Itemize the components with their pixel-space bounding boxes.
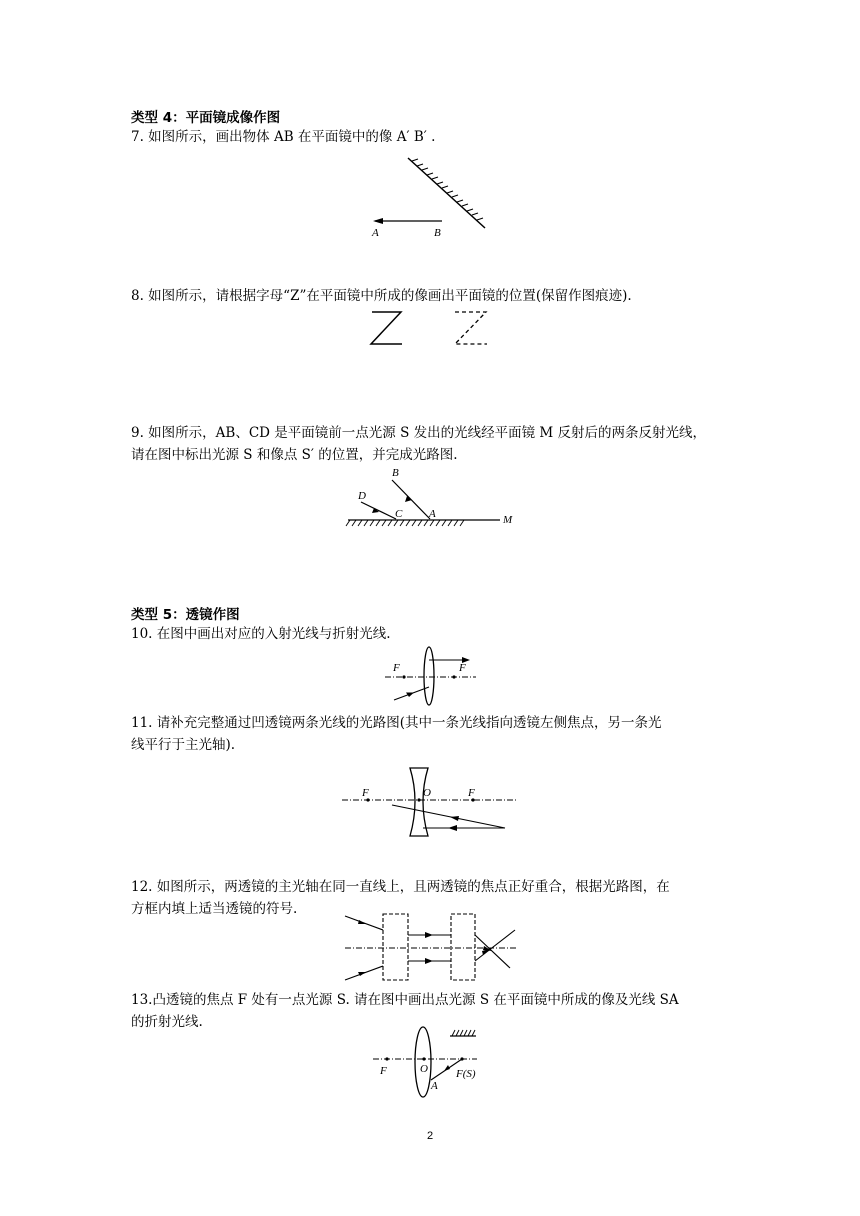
- incident-ray: [394, 687, 429, 700]
- label-f: F: [380, 1065, 387, 1077]
- label-o: O: [423, 787, 431, 799]
- plane-mirror: [450, 1030, 476, 1036]
- concave-lens: [410, 768, 428, 836]
- label-f-right: F: [459, 662, 466, 674]
- lens-box-right: [451, 914, 475, 980]
- question-13-line-2: 的折射光线.: [131, 1014, 203, 1030]
- question-12-line-1: 12. 如图所示，两透镜的主光轴在同一直线上，且两透镜的焦点正好重合，根据光路图，在: [131, 879, 670, 895]
- question-9-line-1: 9. 如图所示，AB、CD 是平面镜前一点光源 S 发出的光线经平面镜 M 反射后的两条反射光线，: [131, 425, 707, 441]
- question-10-figure: [380, 645, 480, 707]
- label-f-right: F: [468, 787, 475, 799]
- question-10-text: 10. 在图中画出对应的入射光线与折射光线.: [131, 626, 391, 642]
- question-11-line-1: 11. 请补充完整通过凹透镜两条光线的光路图(其中一条光线指向透镜左侧焦点，另一条光: [131, 715, 662, 731]
- question-11-line-2: 线平行于主光轴).: [131, 737, 236, 753]
- refracted-ray: [429, 657, 470, 663]
- letter-z-image: [455, 312, 487, 344]
- label-b: B: [392, 467, 399, 479]
- convex-lens: [424, 647, 434, 705]
- lens-box-left: [383, 914, 408, 980]
- label-f-left: F: [362, 787, 369, 799]
- question-12-line-2: 方框内填上适当透镜的符号.: [131, 901, 298, 917]
- question-9-figure: [345, 465, 525, 535]
- mirror-m: [346, 520, 500, 526]
- convex-lens: [415, 1027, 431, 1097]
- question-7-text: 7. 如图所示，画出物体 AB 在平面镜中的像 A′ B′ .: [131, 129, 436, 145]
- lower-ray: [345, 930, 515, 980]
- question-8-text: 8. 如图所示，请根据字母“Z”在平面镜中所成的像画出平面镜的位置(保留作图痕迹).: [131, 288, 632, 304]
- label-f-left: F: [393, 662, 400, 674]
- label-o: O: [420, 1063, 428, 1075]
- section-4-heading: 类型 4：平面镜成像作图: [131, 110, 281, 126]
- question-13-figure: [370, 1025, 500, 1100]
- question-7-figure: [360, 150, 500, 245]
- ray-toward-focus: [392, 805, 505, 828]
- label-c: C: [395, 508, 403, 520]
- question-9-line-2: 请在图中标出光源 S 和像点 S′ 的位置，并完成光路图.: [131, 447, 458, 463]
- letter-z-object: [371, 312, 402, 344]
- page-number: 2: [426, 1130, 434, 1142]
- question-13-line-1: 13.凸透镜的焦点 F 处有一点光源 S. 请在图中画出点光源 S 在平面镜中所成的像及光线 SA: [131, 992, 679, 1008]
- label-b: B: [434, 227, 441, 239]
- section-5-heading: 类型 5：透镜作图: [131, 607, 240, 623]
- plane-mirror: [408, 158, 485, 228]
- label-a: A: [429, 508, 436, 520]
- question-11-figure: [340, 765, 520, 840]
- label-a: A: [372, 227, 379, 239]
- label-d: D: [358, 490, 366, 502]
- label-a: A: [431, 1080, 438, 1092]
- object-arrow-ab: [373, 218, 442, 224]
- question-8-figure: [365, 306, 495, 351]
- label-m: M: [503, 514, 513, 526]
- ray-cd: [361, 502, 396, 519]
- label-fs: F(S): [456, 1068, 476, 1080]
- question-12-figure: [340, 910, 525, 985]
